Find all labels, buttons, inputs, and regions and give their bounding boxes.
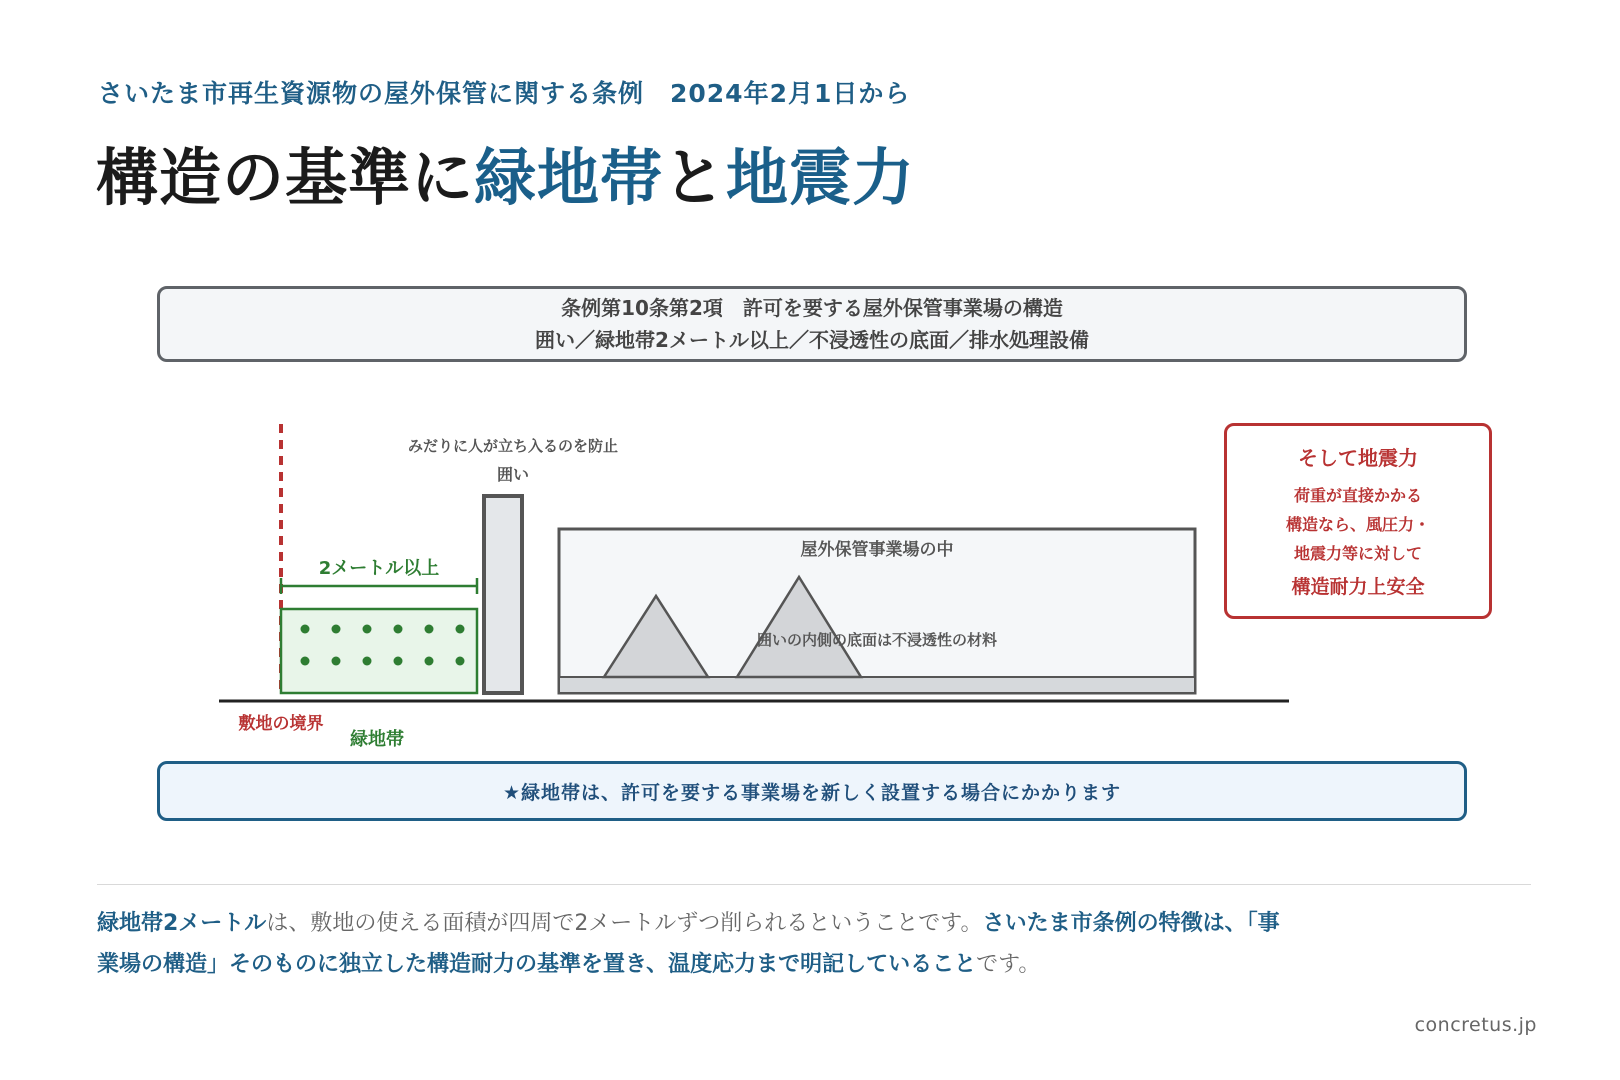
- site-credit: concretus.jp: [1414, 1014, 1537, 1036]
- note-text: ★緑地帯は、許可を要する事業場を新しく設置する場合にかかります: [502, 781, 1122, 804]
- seismic-box-title: そして地震力: [1298, 446, 1418, 470]
- plant-dot: [394, 657, 403, 666]
- title-highlight-seismic-force: 地震力: [726, 141, 916, 214]
- plant-dot: [301, 657, 310, 666]
- seismic-box-body: [1227, 481, 1489, 568]
- impermeable-floor: [559, 677, 1195, 693]
- fence-caption: みだりに人が立ち入るのを防止: [407, 437, 618, 455]
- rule-line-1: 条例第10条第2項 許可を要する屋外保管事業場の構造: [561, 296, 1063, 320]
- plant-dot: [332, 625, 341, 634]
- plant-dot: [363, 657, 372, 666]
- plant-dot: [456, 625, 465, 634]
- title-highlight-green-belt: 緑地帯: [474, 141, 664, 214]
- seismic-box-footer: 構造耐力上安全: [1291, 576, 1425, 598]
- explanation-paragraph: [97, 903, 1297, 985]
- body-text-1: は、敷地の使える面積が四周で2メートルずつ削られるということです。: [266, 911, 983, 936]
- title-part-1: 構造の基準に: [96, 141, 475, 214]
- green-belt-label: 緑地帯: [350, 729, 404, 750]
- plant-dot: [394, 625, 403, 634]
- seismic-line-2: 構造なら、風圧力・: [1285, 515, 1430, 534]
- seismic-force-box: [1224, 423, 1492, 619]
- body-text-2: です。: [976, 952, 1041, 977]
- body-emphasis-2: さいたま市条例の特徴は、「事業場の構造」そのものに独立した構造耐力の基準を置き、温度応力まで明記していること: [97, 911, 1280, 977]
- green-belt: [281, 609, 477, 693]
- plant-dot: [332, 657, 341, 666]
- subtitle: さいたま市再生資源物の屋外保管に関する条例 2024年2月1日から: [98, 79, 911, 108]
- seismic-line-1: 荷重が直接かかる: [1293, 486, 1422, 505]
- boundary-label: 敷地の境界: [238, 714, 324, 734]
- title-part-3: と: [663, 141, 727, 214]
- fence-wall: [484, 496, 522, 693]
- plant-dot: [425, 657, 434, 666]
- plant-dot: [456, 657, 465, 666]
- seismic-line-3: 地震力等に対して: [1293, 544, 1422, 563]
- width-label: 2メートル以上: [318, 558, 440, 579]
- divider: [97, 884, 1531, 885]
- plant-dot: [301, 625, 310, 634]
- rule-line-2: 囲い／緑地帯2メートル以上／不浸透性の底面／排水処理設備: [535, 328, 1089, 352]
- green-belt-note: [157, 761, 1467, 821]
- plant-dot: [425, 625, 434, 634]
- body-emphasis-1: 緑地帯2メートル: [97, 911, 267, 936]
- floor-label: 囲いの内側の底面は不浸透性の材料: [756, 631, 997, 649]
- fence-label: 囲い: [496, 465, 529, 484]
- storage-yard-label: 屋外保管事業場の中: [800, 540, 954, 560]
- plant-dot: [363, 625, 372, 634]
